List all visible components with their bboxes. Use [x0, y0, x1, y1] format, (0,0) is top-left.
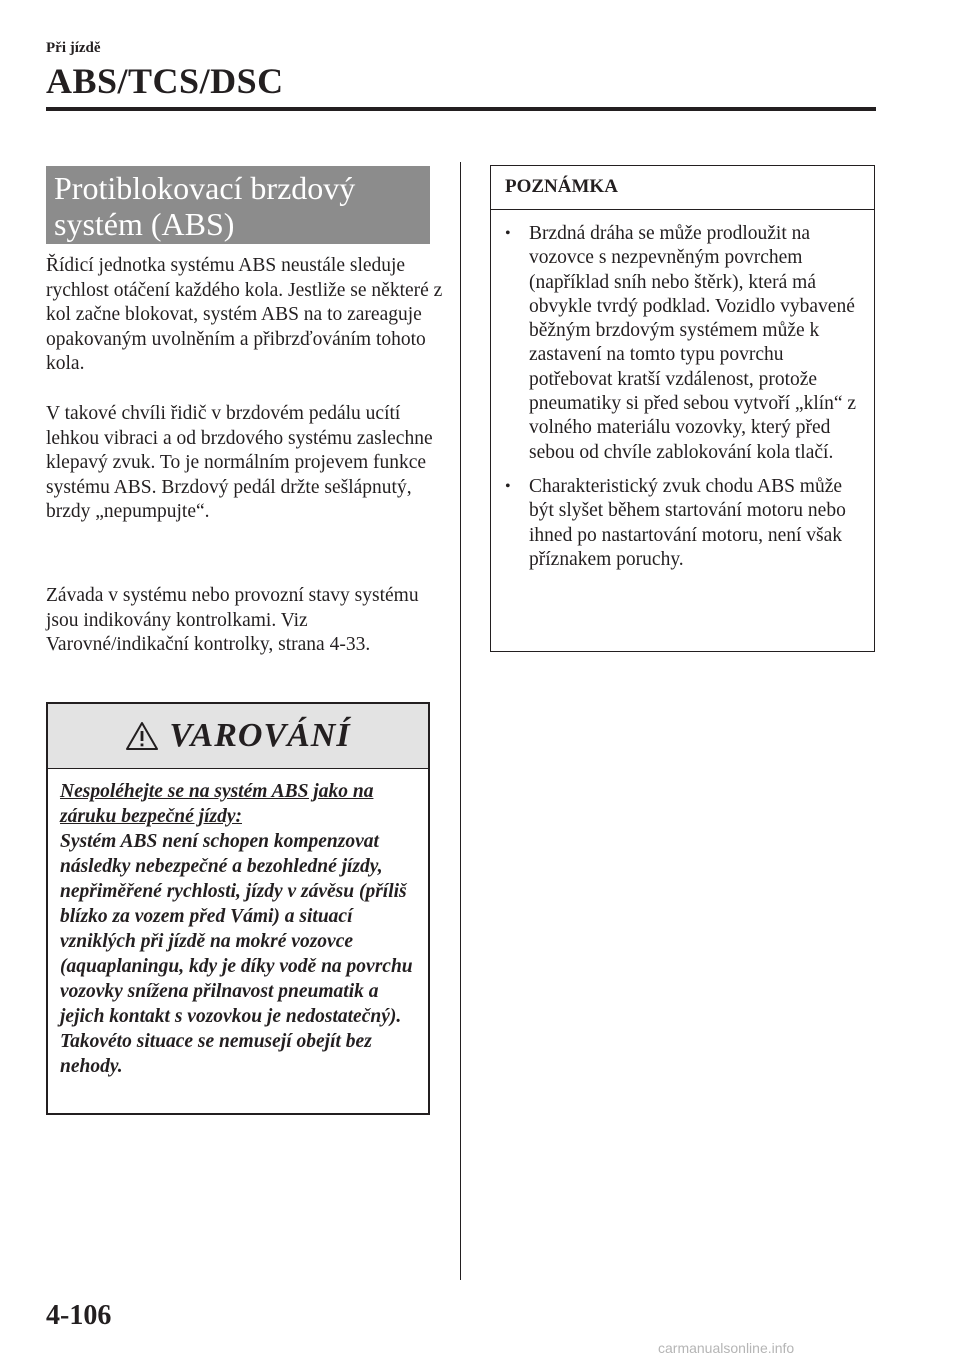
section-heading	[46, 166, 430, 244]
note-item-text: Charakteristický zvuk chodu ABS může být slyšet během startování motoru nebo ihned po nastartování motoru, není však příznakem poruchy.	[529, 475, 846, 570]
chapter-title: ABS/TCS/DSC	[46, 61, 284, 101]
note-title: POZNÁMKA	[491, 166, 874, 210]
warning-text: Systém ABS není schopen kompenzovat následky nebezpečné a bezohledné jízdy, nepřiměřené rychlosti, jízdy v závěsu (příliš blízko za vozem před Vámi) a situací vzniklých při jízdě na mokré vozovce (aquaplaningu, kdy je díky vodě na povrchu vozovky snížena přilnavost pneumatik a jejich kontakt s vozovkou je nedostatečný). Takovéto situace se nemusejí obejít bez nehody.	[60, 831, 413, 1077]
page-number: 4-106	[46, 1300, 112, 1331]
header-rule	[46, 107, 876, 111]
warning-box	[46, 702, 430, 1115]
warning-header	[48, 704, 428, 769]
bullet-icon: •	[505, 225, 511, 242]
note-item-text: Brzdná dráha se může prodloužit na vozovce s nezpevněným povrchem (například sníh nebo štěrk), která má obvykle tvrdý podklad. Vozidlo vybavené běžným brzdovým systémem může k zastavení na tomto typu povrchu potřebovat kratší vzdálenost, protože pneumatiky si před sebou vytvoří „klín“ z volného materiálu vozovky, který před sebou od chvíle zablokování kola tlačí.	[529, 223, 857, 463]
bullet-icon: •	[505, 477, 511, 495]
warning-title: VAROVÁNÍ	[169, 717, 351, 754]
body-paragraph-3: Závada v systému nebo provozní stavy systému jsou indikovány kontrolkami. Viz Varovné/indikační kontrolky, strana 4-33.	[46, 585, 419, 655]
body-paragraph-1: Řídicí jednotka systému ABS neustále sleduje rychlost otáčení každého kola. Jestliže se některé z kol začne blokovat, systém ABS na to zareaguje opakovaným uvolněním a přibrzďováním tohoto kola.	[46, 255, 443, 374]
note-box	[490, 165, 875, 652]
warning-body	[48, 769, 428, 1079]
section-heading-line2: systém (ABS)	[54, 206, 235, 242]
watermark: carmanualsonline.info	[658, 1340, 795, 1356]
body-paragraph-2: V takové chvíli řidič v brzdovém pedálu ucítí lehkou vibraci a od brzdového systému zaslechne klepavý zvuk. To je normálním projevem funkce systému ABS. Brzdový pedál držte sešlápnutý, brzdy „nepumpujte“.	[46, 403, 433, 522]
list-item	[505, 475, 864, 572]
section-label: Při jízdě	[46, 40, 101, 56]
column-divider	[460, 162, 461, 1280]
list-item	[505, 222, 864, 465]
warning-triangle-icon	[125, 721, 159, 751]
warning-lead: Nespoléhejte se na systém ABS jako na záruku bezpečné jízdy:	[60, 781, 374, 827]
section-heading-line1: Protiblokovací brzdový	[54, 170, 356, 206]
note-list	[491, 210, 874, 572]
